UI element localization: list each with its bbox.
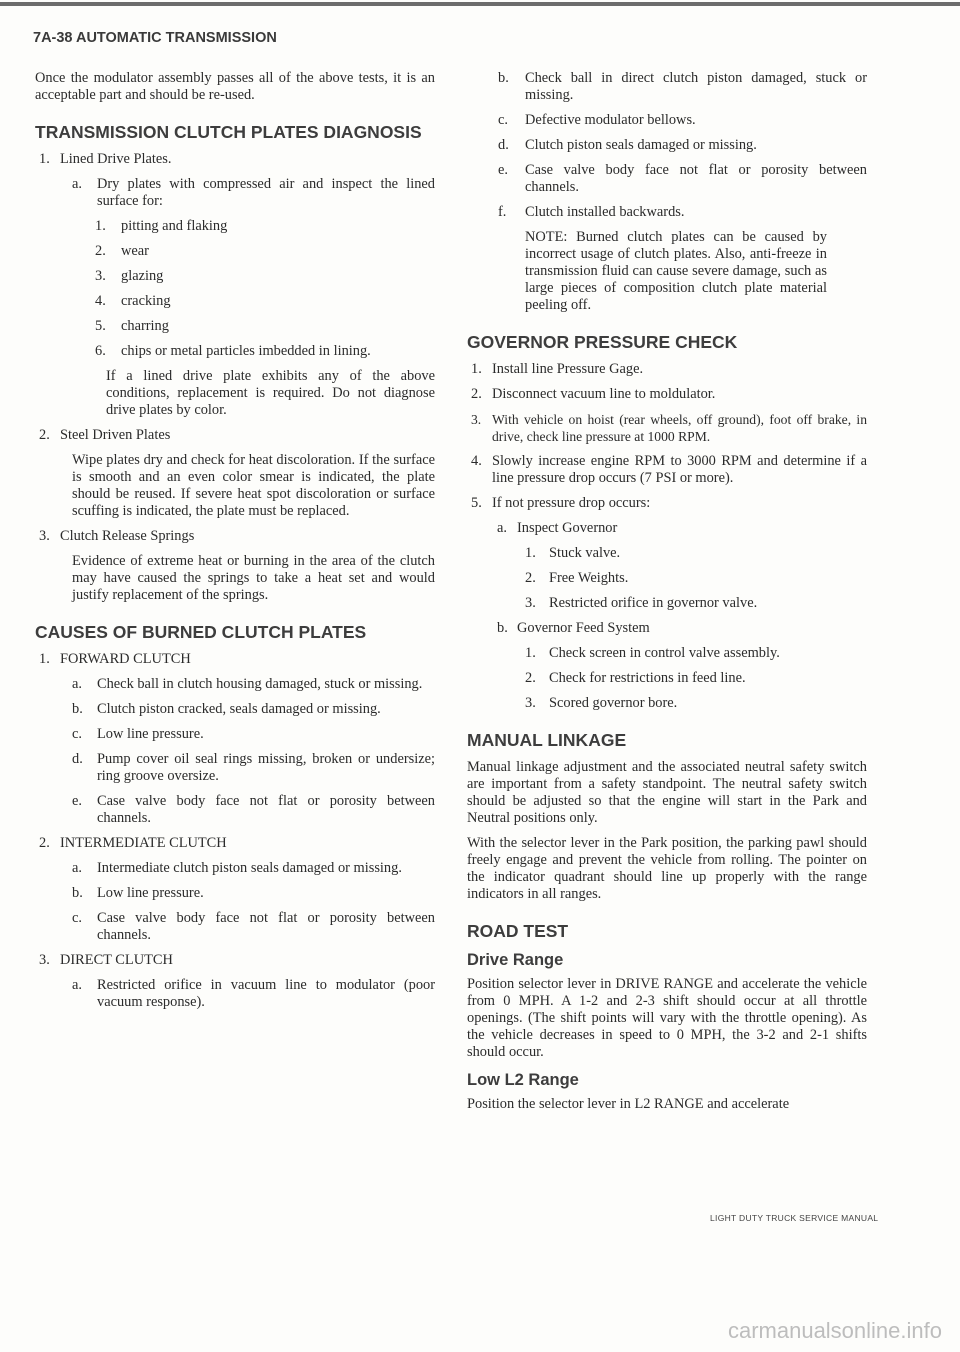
list-item: a. Inspect Governor bbox=[497, 520, 618, 536]
section-title-governor: GOVERNOR PRESSURE CHECK bbox=[467, 332, 738, 352]
right-column bbox=[467, 70, 867, 1121]
section-title-burned-plates: CAUSES OF BURNED CLUTCH PLATES bbox=[35, 622, 367, 642]
list-item: 5. charring bbox=[95, 318, 169, 334]
list-item: b. Governor Feed System bbox=[497, 620, 650, 636]
list-item: e. Case valve body face not flat or porosity between channels. bbox=[72, 793, 435, 826]
list-item: 3. Restricted orifice in governor valve. bbox=[525, 595, 758, 611]
list-item: 2. Free Weights. bbox=[525, 570, 629, 586]
list-item: a. Dry plates with compressed air and inspect the lined surface for: bbox=[72, 176, 435, 209]
list-item: 1. Install line Pressure Gage. bbox=[471, 361, 644, 377]
manual-linkage-paragraph-2: With the selector lever in the Park position, the parking pawl should freely engage and prevent the vehicle from rolling. The pointer on the indicator quadrant should line up properly with the range indicators in all ranges. bbox=[467, 835, 867, 902]
intro-paragraph: Once the modulator assembly passes all of the above tests, it is an acceptable part and should be re-used. bbox=[35, 70, 435, 103]
list-item: f. Clutch installed backwards. bbox=[498, 204, 685, 220]
list-item: c. Low line pressure. bbox=[72, 726, 204, 742]
running-head: 7A-38 AUTOMATIC TRANSMISSION bbox=[33, 30, 277, 46]
steel-plates-paragraph: Wipe plates dry and check for heat discoloration. If the surface is smooth and an even color smear is indicated, the plate should be reused. If severe heat spot discoloration or surface scuffing is indicated, the plate must be replaced. bbox=[72, 452, 435, 519]
list-item: a. Check ball in clutch housing damaged, stuck or missing. bbox=[72, 676, 423, 692]
section-title-manual-linkage: MANUAL LINKAGE bbox=[467, 730, 627, 750]
left-column bbox=[35, 70, 435, 1019]
manual-linkage-paragraph-1: Manual linkage adjustment and the associated neutral safety switch are important from a safety standpoint. The neutral safety switch should be adjusted so that the engine will start in the Park and Neutral positions only. bbox=[467, 759, 867, 826]
list-item: e. Case valve body face not flat or porosity between channels. bbox=[498, 162, 867, 195]
top-rule bbox=[0, 2, 960, 6]
note-paragraph: NOTE: Burned clutch plates can be caused by incorrect usage of clutch plates. Also, anti-freeze in transmission fluid can cause severe damage, such as large pieces of composition clutch plate material peeling off. bbox=[525, 229, 827, 313]
list-item: 1. FORWARD CLUTCH bbox=[39, 651, 191, 667]
list-item: d. Clutch piston seals damaged or missing. bbox=[498, 137, 757, 153]
list-item: 2. Disconnect vacuum line to moldulator. bbox=[471, 386, 716, 402]
footer-manual-name: LIGHT DUTY TRUCK SERVICE MANUAL bbox=[710, 1213, 879, 1223]
section-title-road-test: ROAD TEST bbox=[467, 921, 569, 941]
subsection-title-low-l2-range: Low L2 Range bbox=[467, 1071, 579, 1089]
list-item: 1. Lined Drive Plates. bbox=[39, 151, 172, 167]
list-item: 2. Steel Driven Plates bbox=[39, 427, 171, 443]
lined-plate-note: If a lined drive plate exhibits any of the above conditions, replacement is required. Do not diagnose drive plates by color. bbox=[106, 368, 435, 418]
list-item: 1. Stuck valve. bbox=[525, 545, 621, 561]
list-item: 5. If not pressure drop occurs: bbox=[471, 495, 651, 511]
low-l2-range-paragraph: Position the selector lever in L2 RANGE and accelerate bbox=[467, 1096, 790, 1112]
list-item: 3. Scored governor bore. bbox=[525, 695, 678, 711]
list-item: 2. INTERMEDIATE CLUTCH bbox=[39, 835, 227, 851]
list-item: 2. wear bbox=[95, 243, 149, 259]
list-item: 3. Clutch Release Springs bbox=[39, 528, 195, 544]
list-item: 4. Slowly increase engine RPM to 3000 RPM and determine if a line pressure drop occurs (7 PSI or more). bbox=[471, 453, 867, 486]
list-item: 2. Check for restrictions in feed line. bbox=[525, 670, 746, 686]
list-item: d. Pump cover oil seal rings missing, broken or undersize; ring groove oversize. bbox=[72, 751, 435, 784]
drive-range-paragraph: Position selector lever in DRIVE RANGE and accelerate the vehicle from 0 MPH. A 1-2 and 2-3 shift should occur at all throttle openings. (The shift points will vary with the throttle opening). As the vehicle decreases in speed to 0 MPH, the 3-2 and 2-1 shifts should occur. bbox=[467, 976, 867, 1060]
release-springs-paragraph: Evidence of extreme heat or burning in the area of the clutch may have caused the springs to take a heat set and would justify replacement of the springs. bbox=[72, 553, 435, 603]
list-item: 3. With vehicle on hoist (rear wheels, off ground), foot off brake, in drive, check line pressure at 1000 RPM. bbox=[471, 412, 867, 444]
list-item: 6. chips or metal particles imbedded in lining. bbox=[95, 343, 371, 359]
list-item: a. Restricted orifice in vacuum line to modulator (poor vacuum response). bbox=[72, 977, 435, 1010]
list-item: b. Low line pressure. bbox=[72, 885, 204, 901]
list-item: c. Defective modulator bellows. bbox=[498, 112, 696, 128]
list-item: b. Check ball in direct clutch piston damaged, stuck or missing. bbox=[498, 70, 867, 103]
watermark: carmanualsonline.info bbox=[727, 1318, 942, 1343]
list-item: a. Intermediate clutch piston seals damaged or missing. bbox=[72, 860, 402, 876]
list-item: 3. DIRECT CLUTCH bbox=[39, 952, 173, 968]
list-item: c. Case valve body face not flat or porosity between channels. bbox=[72, 910, 435, 943]
list-item: 1. pitting and flaking bbox=[95, 218, 228, 234]
list-item: 3. glazing bbox=[95, 268, 164, 284]
list-item: 1. Check screen in control valve assembly. bbox=[525, 645, 780, 661]
section-title-clutch-diagnosis: TRANSMISSION CLUTCH PLATES DIAGNOSIS bbox=[35, 122, 422, 142]
subsection-title-drive-range: Drive Range bbox=[467, 951, 564, 969]
list-item: b. Clutch piston cracked, seals damaged or missing. bbox=[72, 701, 381, 717]
list-item: 4. cracking bbox=[95, 293, 171, 309]
